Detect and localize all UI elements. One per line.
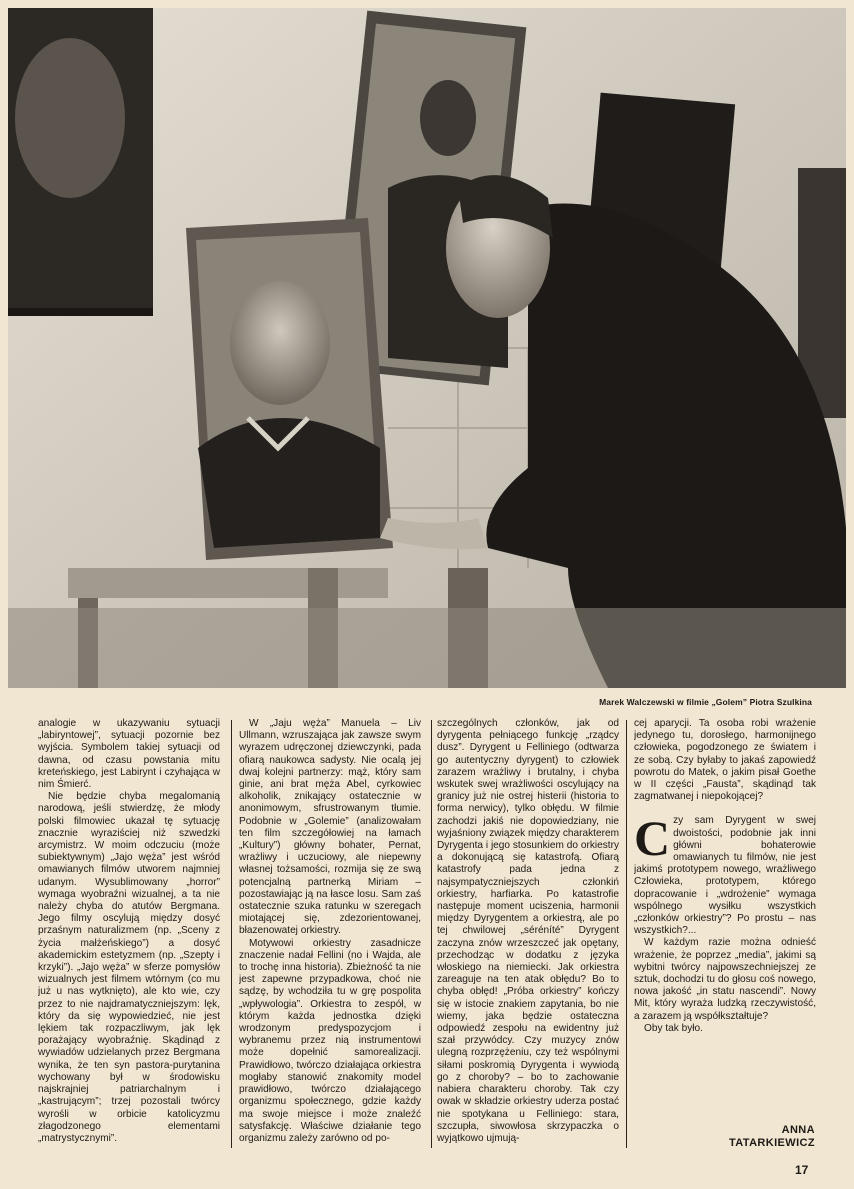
paragraph: Oby tak było. xyxy=(644,1022,703,1034)
column-divider xyxy=(231,720,232,1148)
paragraph: Motywowi orkiestry zasadnicze znaczenie nadał Fellini (no i Wajda, ale to trochę inna historia). Zbieżność ta nie jest zapewne przypadkowa, choć nie sądzę, by wchodziła tu w grę pospolita „wpływologia”. Orkiestra to zespół, w którym każda jednostka dzięki wrodzonym predyspozycjom i wybranemu przez nią instrumentowi może dopełnić samorealizacji. Prawidłowo, twórczo działająca orkiestra mogłaby stanowić znakomity model prawidłowo, twórczo działającego organizmu społecznego, gdzie każdy ma swoje miejsce i może znaleźć satysfakcję. Właściwe działanie tego organizmu zależy zarówno od po- xyxy=(239,937,421,1144)
drop-cap-letter: C xyxy=(634,810,671,867)
film-still-illustration xyxy=(8,8,846,688)
author-last-name: TATARKIEWICZ xyxy=(728,1137,815,1149)
article-body xyxy=(38,718,816,1158)
article-column-2 xyxy=(239,718,421,1150)
article-column-1 xyxy=(38,718,220,1150)
column-divider xyxy=(431,720,432,1148)
article-column-3 xyxy=(437,718,619,1150)
author-byline xyxy=(695,1124,815,1150)
dropcap-paragraph-text: zy sam Dyrygent w swej dwoistości, podobnie jak inni główni bohaterowie omawianych tu filmów, nie jest jakimś prototypem nowego, wrażliwego Człowieka, prototypem, którego dopracowanie i „wdrożenie” wymaga wspólnego wysiłku wszystkich „członków orkiestry”? Po prostu – nas wszystkich?... xyxy=(634,815,816,937)
column-divider xyxy=(626,720,627,1148)
paragraph: W każdym razie można odnieść wrażenie, że poprzez „media”, jakimi są wybitni twórcy najpowszechniejszej ze sztuk, dochodzi tu do głosu coś nowego, nowa jakość „in statu nascendi”. Nowy Mit, który wyraża ludzką rzeczywistość, a zarazem ją współkształtuje? xyxy=(634,937,816,1022)
page-number: 17 xyxy=(795,1163,809,1177)
author-first-name: ANNA xyxy=(781,1124,815,1136)
photo-caption: Marek Walczewski w filmie „Golem” Piotra Szulkina xyxy=(599,697,812,707)
paragraph: analogie w ukazywaniu sytuacji „labiryntowej”, sytuacji pozornie bez wyjścia. Symbolem takiej sytuacji od dawna, od czasu powstania mitu kreteńskiego, jest Labirynt i czyhająca w nim Śmierć. xyxy=(38,718,220,791)
dropcap-paragraph xyxy=(634,810,816,937)
film-still-photo xyxy=(8,8,846,688)
paragraph: W „Jaju węża” Manuela – Liv Ullmann, wzruszająca jak zawsze swym wyrazem udręczonej dziewczynki, pada ofiarą naukowca sadysty. Nie ocalą jej dwaj kolejni partnerzy: mąż, który sam ginie, ani brat męża Abel, cyrkowiec alkoholik, znikający ostatecznie w anonimowym, sfrustrowanym tłumie. Podobnie w „Golemie” (analizowałam ten film szczegółowiej na łamach „Kultury”) główny bohater, Pernat, wrażliwy i uczuciowy, ale niepewny własnej tożsamości, rozmija się ze swą potencjalną partnerką Miriam – pozostawiając ją na łasce losu. Sam zaś ostatecznie szuka ratunku w szeregach miotającej się, zdezorientowanej, błazenowatej orkiestry. xyxy=(239,718,421,937)
article-column-4 xyxy=(634,718,816,1118)
paragraph: Nie będzie chyba megalomanią narodową, jeśli stwierdzę, że młody polski filmowiec ukazał tę sytuację znacznie wyraziściej niż szwedzki arcymistrz. W moim odczuciu (może subiektywnym) „Jajo węża” jest wśród omawianych filmów utworem najmniej udanym. Wysublimowany „horror” wymaga wyobraźni wizualnej, a ta nie należy chyba do atutów Bergmana. Jego filmy oscylują między dosyć przaśnym naturalizmem (np. „Sceny z życia małżeńskiego”) a dosyć akademickim estetyzmem (np. „Szepty i krzyki”). „Jajo węża” w sferze pomysłów wizualnych jest filmem wtórnym (co mu już u nas wytknięto), ale kto wie, czy przez to nie najdramatyczniejszym: lęk, który da się wypowiedzieć, nie jest lękiem tak rozpaczliwym, jak lęk porażający wyobraźnię. Skądinąd z wywiadów udzielanych przez Bergmana wynika, że ten syn pastora-purytanina wychowany był w środowisku najskrajniej patriarchalnym i „kastrującym”; trzej pozostali twórcy wyrośli w orbicie katolicyzmu złagodzonego elementami „matrystycznymi”. xyxy=(38,791,220,1144)
paragraph: cej aparycji. Ta osoba robi wrażenie jedynego tu, dorosłego, harmonijnego człowieka, pogodzonego ze światem i ze sobą. Czy byłaby to jakaś zapowiedź powrotu do Matek, o jakim pisał Goethe w II części „Fausta”, skądinąd tak zagmatwanej i niepokojącej? xyxy=(634,718,816,803)
paragraph: szczególnych członków, jak od dyrygenta pełniącego funkcję „rządcy dusz”. Dyrygent u Felliniego (odtwarza go autentyczny dyrygent) to człowiek zarazem wrażliwy i brutalny, i chyba wskutek swej wrażliwości oscylujący na granicy już nie ostrej histerii (historia to forma nerwicy), tylko obłędu. W filmie zachodzi jakiś nie dopowiedziany, nie wyjaśniony związek między charakterem Dyrygenta i jego stosunkiem do orkiestry a dokonującą się katastrofą. Ofiarą katastrofy pada jedna z najsympatyczniejszych członkiń orkiestry, harfiarka. Po katastrofie następuje moment uciszenia, harmonii między Dyrygentem a orkiestrą, ale po tej chwilowej „séréníté” Dyrygent zaczyna znów wrzeszczeć jak opętany, przechodząc w dodatku z języka włoskiego na niemiecki. Jak orkiestra zareaguje na ten atak obłędu? Bo to chyba obłęd! „Próba orkiestry” kończy się w istocie znakiem zapytania, bo nie wiemy, jaka będzie ostateczna odpowiedź zespołu na ewidentny już szał przywódcy. Czy muzycy znów ulegną rozprzężeniu, czy też wspólnymi siłami poskromią Dyrygenta i wywiodą go z choroby? – bo to zachowanie nabiera charakteru choroby. Tak czy owak w składzie orkiestry uderza postać nie spotykana u Felliniego: stara, szczupła, siwowłosa skrzypaczka o wyjątkowo ujmują- xyxy=(437,718,619,1144)
